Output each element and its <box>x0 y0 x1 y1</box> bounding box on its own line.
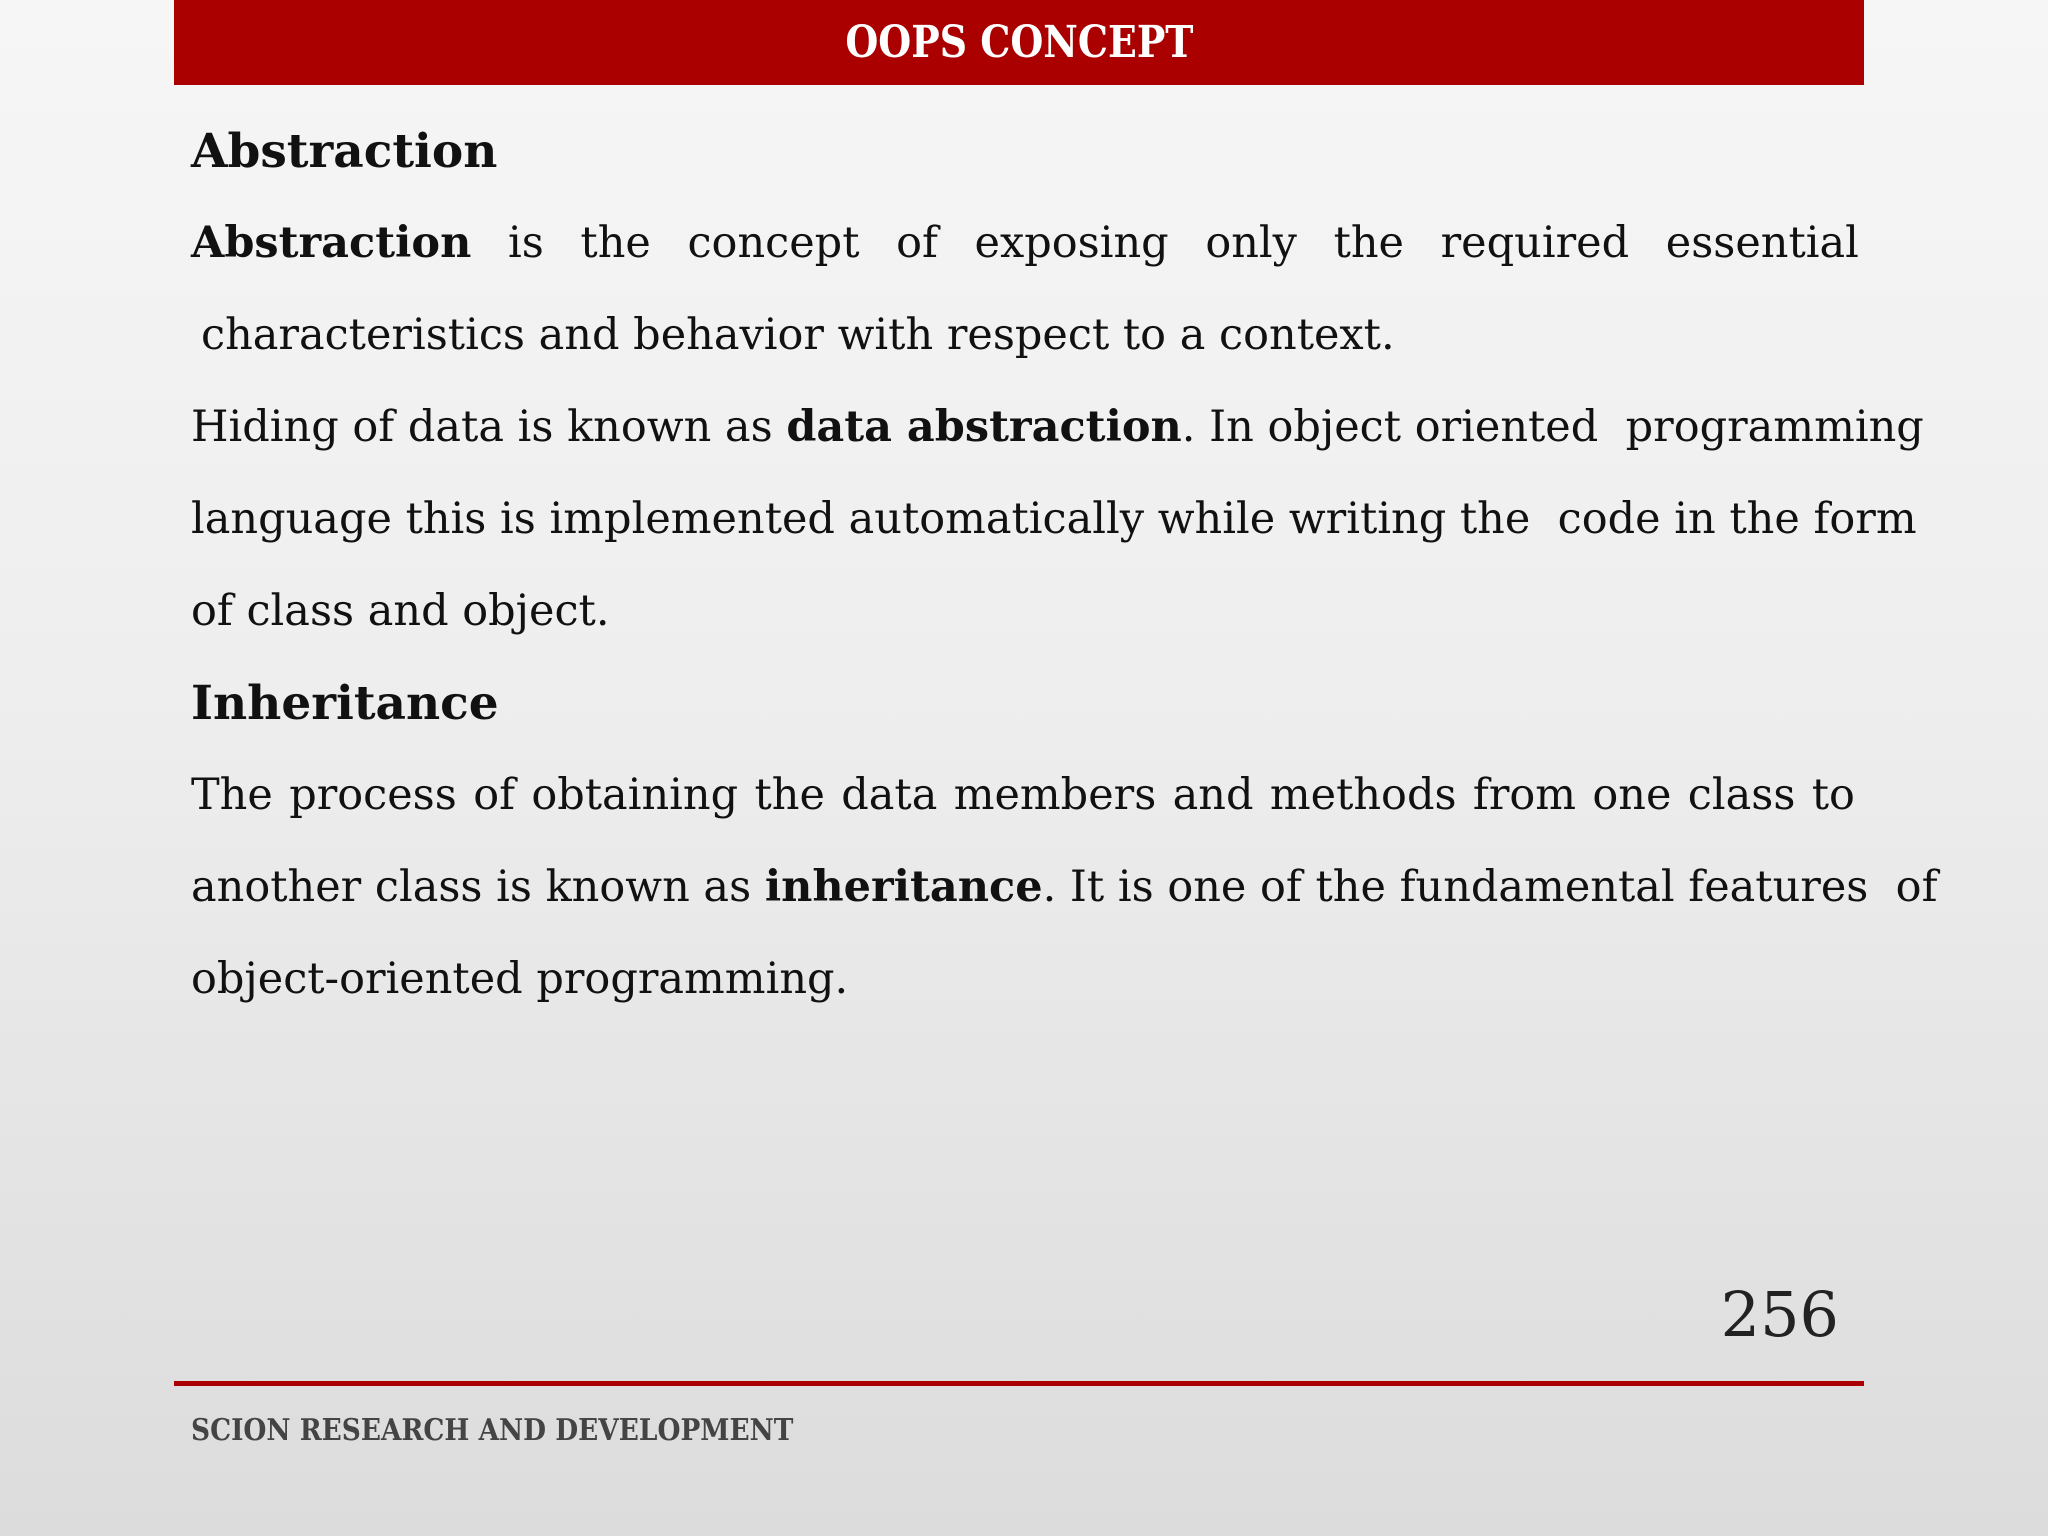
footer-divider <box>174 1381 1864 1386</box>
word: only <box>1205 218 1297 268</box>
text-run: language this is implemented automatically while writing the code in the form <box>191 494 1917 544</box>
text-run: . It is one of the fundamental features of <box>1042 862 1938 912</box>
word: is <box>507 218 544 268</box>
word: of <box>473 770 515 820</box>
text-run: . In object oriented programming <box>1181 402 1924 452</box>
word: from <box>1472 770 1577 820</box>
word: members <box>953 770 1157 820</box>
word: essential <box>1665 218 1859 268</box>
inheritance-term: inheritance <box>764 862 1043 912</box>
data-abstraction-term: data abstraction <box>786 402 1182 452</box>
inheritance-definition-line-3 <box>191 933 1877 1025</box>
text-run <box>191 402 1924 452</box>
word: data <box>841 770 938 820</box>
data-abstraction-line-1 <box>191 381 1924 473</box>
word: the <box>1333 218 1404 268</box>
word: the <box>580 218 651 268</box>
word: of <box>896 218 938 268</box>
footer-organization: SCION RESEARCH AND DEVELOPMENT <box>191 1413 794 1448</box>
word: concept <box>687 218 860 268</box>
word: required <box>1440 218 1630 268</box>
word: to <box>1811 770 1855 820</box>
word: one <box>1592 770 1672 820</box>
word: and <box>1172 770 1254 820</box>
text-run: Hiding of data is known as <box>191 402 787 452</box>
inheritance-heading: Inheritance <box>191 675 499 731</box>
word: obtaining <box>531 770 739 820</box>
word: process <box>289 770 457 820</box>
text-run: characteristics and behavior with respect to a context. <box>201 310 1395 360</box>
word: class <box>1687 770 1796 820</box>
text-run: another class is known as <box>191 862 765 912</box>
slide-content <box>191 105 1938 1025</box>
text-run: object-oriented programming. <box>191 954 849 1004</box>
data-abstraction-line-3 <box>191 565 1877 657</box>
abstraction-heading: Abstraction <box>191 123 498 179</box>
page-number: 256 <box>1720 1278 1839 1351</box>
word: exposing <box>974 218 1169 268</box>
word: methods <box>1269 770 1457 820</box>
title-bar <box>174 0 1864 85</box>
abstraction-definition-line-1 <box>191 197 1859 289</box>
inheritance-definition-line-2 <box>191 841 1938 933</box>
inheritance-definition-line-1 <box>191 749 1855 841</box>
abstraction-definition-line-2 <box>191 289 1877 381</box>
word: the <box>754 770 825 820</box>
word: The <box>191 770 273 820</box>
abstraction-term: Abstraction <box>191 218 472 268</box>
text-run: of class and object. <box>191 586 610 636</box>
data-abstraction-line-2 <box>191 473 1917 565</box>
slide-title: OOPS CONCEPT <box>844 17 1194 68</box>
